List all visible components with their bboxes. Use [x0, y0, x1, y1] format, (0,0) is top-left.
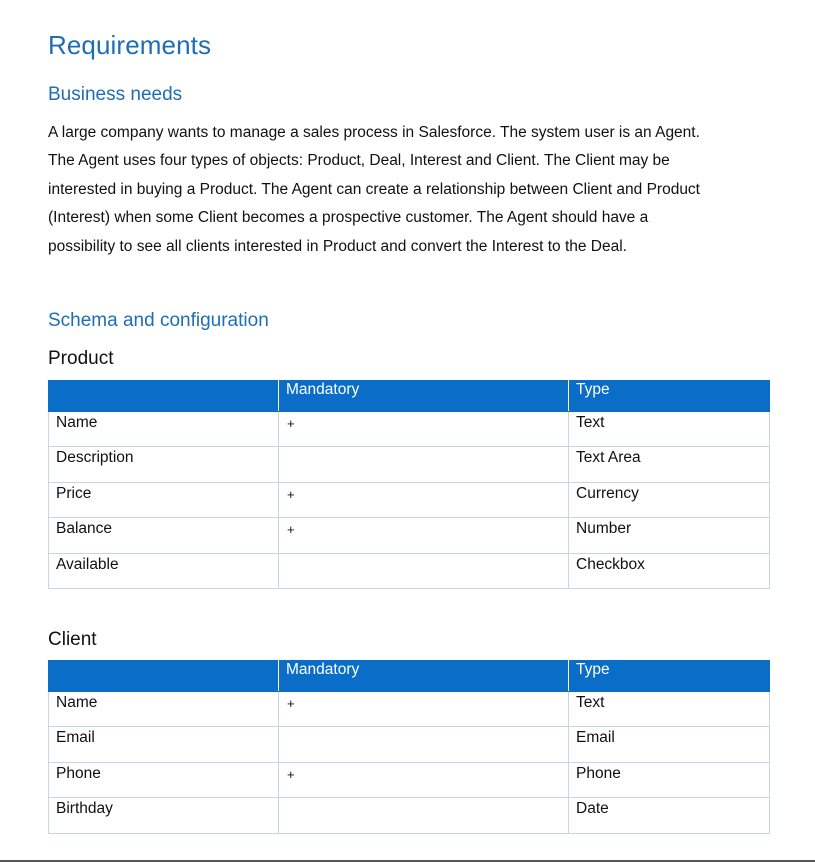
field-name-cell: Email: [49, 727, 279, 763]
field-name-cell: Available: [49, 553, 279, 589]
table-header-row: [49, 660, 770, 691]
business-needs-heading: Business needs: [48, 84, 183, 105]
paragraph-line: (Interest) when some Client becomes a prospective customer. The Agent should have a: [48, 209, 649, 227]
field-name-cell: Name: [49, 411, 279, 447]
type-cell: Currency: [569, 482, 770, 518]
table-row: [49, 553, 770, 589]
table-row: [49, 727, 770, 763]
field-name-cell: Description: [49, 447, 279, 483]
field-name-cell: Name: [49, 691, 279, 727]
type-cell: Text: [569, 691, 770, 727]
table-row: [49, 411, 770, 447]
mandatory-cell: +: [279, 518, 569, 554]
mandatory-cell: [279, 553, 569, 589]
field-name-cell: Balance: [49, 518, 279, 554]
field-name-cell: Price: [49, 482, 279, 518]
table-row: [49, 691, 770, 727]
type-cell: Email: [569, 727, 770, 763]
table-row: [49, 518, 770, 554]
type-cell: Text Area: [569, 447, 770, 483]
schema-heading: Schema and configuration: [48, 310, 269, 331]
mandatory-cell: +: [279, 411, 569, 447]
mandatory-cell: [279, 798, 569, 834]
field-name-cell: Birthday: [49, 798, 279, 834]
paragraph-line: A large company wants to manage a sales process in Salesforce. The system user is an Agent.: [48, 124, 700, 141]
table-row: [49, 762, 770, 798]
column-header-mandatory: Mandatory: [279, 660, 569, 691]
mandatory-cell: [279, 727, 569, 763]
type-cell: Number: [569, 518, 770, 554]
product-table: [48, 380, 770, 589]
column-header-type: Type: [569, 660, 770, 691]
column-header-type: Type: [569, 380, 770, 411]
business-needs-paragraph: [48, 119, 778, 261]
mandatory-cell: [279, 447, 569, 483]
paragraph-line: interested in buying a Product. The Agent can create a relationship between Client and Product: [48, 180, 700, 198]
type-cell: Text: [569, 411, 770, 447]
mandatory-cell: +: [279, 482, 569, 518]
type-cell: Checkbox: [569, 553, 770, 589]
field-name-cell: Phone: [49, 762, 279, 798]
page-title: Requirements: [48, 30, 212, 60]
client-table-title: Client: [48, 629, 97, 650]
table-row: [49, 798, 770, 834]
table-header-row: [49, 380, 770, 411]
table-row: [49, 447, 770, 483]
mandatory-cell: +: [279, 762, 569, 798]
table-row: [49, 482, 770, 518]
column-header-mandatory: Mandatory: [279, 380, 569, 411]
mandatory-cell: +: [279, 691, 569, 727]
column-header-field: [49, 660, 279, 691]
client-table: [48, 660, 770, 834]
product-table-title: Product: [48, 348, 114, 369]
type-cell: Phone: [569, 762, 770, 798]
type-cell: Date: [569, 798, 770, 834]
paragraph-line: possibility to see all clients interested in Product and convert the Interest to the Deal.: [48, 237, 627, 255]
column-header-field: [49, 380, 279, 411]
paragraph-line: The Agent uses four types of objects: Product, Deal, Interest and Client. The Client may be: [48, 152, 670, 170]
